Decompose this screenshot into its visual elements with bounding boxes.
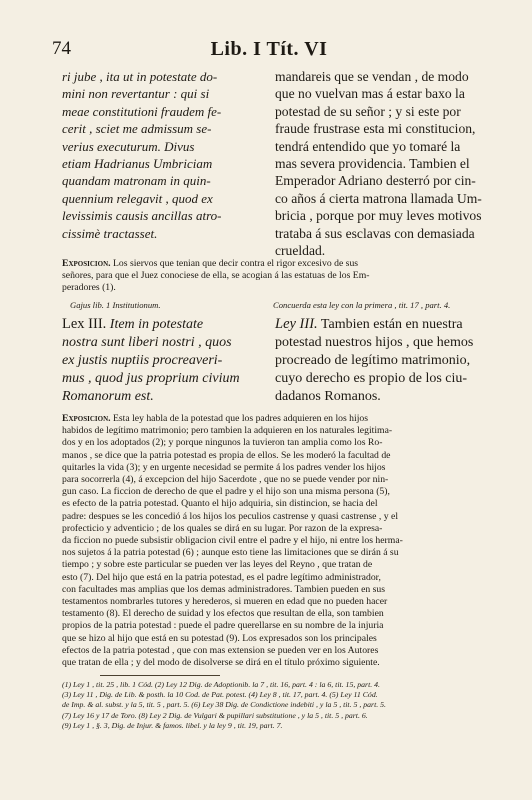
latin-line: meae constitutioni fraudem fe- [62,103,222,119]
exposition-heading: Exposicion. [62,413,111,424]
spanish-line: que no vuelvan mas á estar baxo la [275,86,465,102]
exposition-line: con facultades mas amplias que los demas administradores. Tambien pueden en sus [62,583,386,595]
latin-line: etiam Hadrianus Umbriciam [62,156,213,172]
running-title: Lib. I Tít. VI [210,38,328,60]
footnote-line: (1) Ley 1 , tit. 25 , lib. 1 Cód. (2) Ley 12 Dig. de Adoptionib. la 7 , tit. 16, part. 4 : la 6, tit. 15, part. 4. [62,680,381,689]
latin-line: cissimè tractasset. [62,225,158,241]
exposition-paragraph-1 [62,258,489,295]
footnote-line: de Imp. & al. subst. y la 5, tit. 5 , part. 5. (6) Ley 38 Dig. de Condictione indebiti , y la 5 , tit. 5 , part. 5. [62,700,386,710]
exposition-line: peradores (1). [62,282,116,294]
spanish-line: mandareis que se vendan , de modo [275,69,469,84]
ley-heading: Ley III. [275,316,318,332]
spanish-line: bricia , porque por muy leves motivos [275,208,482,224]
lex-line: mus , quod jus proprium civium [62,371,240,386]
latin-line: cerit , sciet me admissum se- [62,121,212,137]
exposition-line: esto (7). Del hijo que está en la patria potestad, es el padre legítimo administrador, [62,571,381,583]
exposition-line: Esta ley habla de la potestad que los padres adquieren en los hijos [110,413,369,424]
exposition-line: habidos de legítimo matrimonio; pero tambien la adquieren en los naturales legitima- [62,425,393,437]
source-citation-latin: Gajus lib. 1 Institutionum. [70,300,161,310]
lex-line: Romanorum est. [62,389,154,404]
exposition-line: efectos de la patria potestad , que con mas extension se pueden ver en los Autores [62,644,379,656]
latin-line: quennium relegavit , quod ex [62,190,213,206]
footnote-line: (3) Ley 11 , Dig. de Lib. & posth. la 10 Cod. de Pat. potest. (4) Ley 8 , tit. 17, part. 4. (5) Ley 11 Cód. [62,690,378,700]
spanish-text-column [275,68,489,259]
exposition-line: Los siervos que tenian que decir contra el rigor excesivo de sus [110,258,359,269]
footnote-divider [100,675,220,676]
latin-line: quandam matronam in quin- [62,173,211,189]
exposition-line: testamentos nombrarles tutores y herederos, si mueren en edad que no pueden hacer [62,596,388,608]
lex-line: nostra sunt liberi nostri , quos [62,335,232,350]
source-citation-spanish: Concuerda esta ley con la primera , tit. 17 , part. 4. [273,300,451,310]
exposition-line: propios de la patria potestad : puede el padre querellarse en su nombre de la injuria [62,620,384,632]
exposition-line: padre: despues se les concedió á los hijos los peculios castrense y quasi castrense , y el [62,510,399,522]
spanish-line: mas severa providencia. Tambien el [275,156,470,172]
exposition-line: quitarles la vida (3); y en urgente necesidad se permite á los padres vender los hijos [62,461,386,473]
exposition-heading: Exposicion. [62,258,111,269]
footnote-line: (7) Ley 16 y 17 de Toro. (8) Ley 2 Dig. de Vulgari & pupillari substitutione , y la 5 , tit. 5 , part. 6. [62,710,368,720]
page-number: 74 [52,38,71,59]
spanish-line: trataba á sus esclavas con demasiada [275,225,475,241]
exposition-line: que se hizo al hijo que está en su potestad (9). Los expresados son los principales [62,632,377,644]
spanish-line: fraude frustrase esta mi constitucion, [275,121,476,137]
latin-line: verius executurum. Divus [62,138,195,154]
footnotes [62,680,489,731]
page-header [52,38,486,64]
exposition-line: nos sujetos á la patria potestad (6) ; aunque esto tiene las limitaciones que se dirán á su [62,547,399,559]
exposition-line: gun caso. La ficcion de derecho de que el padre y el hijo son una misma persona (5), [62,486,390,498]
lex-line: ex justis nuptiis procreaveri- [62,353,223,368]
spanish-line: crueldad. [275,243,326,259]
exposition-line: da ficcion no puede subsistir obligacion civil entre el padre y el hijo, ni entre los herma- [62,535,403,547]
ley-line: dadanos Romanos. [275,389,381,404]
footnote-line: (9) Ley 1 , §. 3, Dig. de Injur. & famos. libel. y la ley 9 , tit. 19, part. 7. [62,720,283,730]
latin-line: mini non revertantur : qui si [62,86,210,102]
ley-spanish-block [275,315,489,406]
exposition-line: manos , se dice que la patria potestad es propia de ellos. Se les moderó la facultad de [62,449,391,461]
exposition-line: dos y en los adoptados (2); y porque ningunos la tuvieron tan amplia como los Ro- [62,437,383,449]
latin-line: levissimis causis ancillas atro- [62,208,222,224]
lex-latin-block [62,315,265,406]
ley-line: Tambien están en nuestra [317,317,463,332]
lex-line: Item in potestate [106,317,204,332]
lex-heading: Lex III. [62,316,107,332]
ley-line: procreado de legítimo matrimonio, [275,353,471,368]
exposition-line: que tratan de ella ; y del modo de disolverse se dirá en el título próximo siguiente. [62,657,380,669]
exposition-line: profecticio y adventicio ; de los quales se dirá en su lugar. Por razon de la expresa- [62,522,383,534]
spanish-line: tendrá entendido que yo tomaré la [275,138,461,154]
exposition-line: tiempo ; y sobre este particular se pueden ver las leyes del Reyno , que tratan de [62,559,373,571]
exposition-paragraph-2 [62,413,489,669]
spanish-line: co años á cierta matrona llamada Um- [275,190,482,206]
latin-text-column [62,68,266,242]
spanish-line: Emperador Adriano desterró por cin- [275,173,476,189]
exposition-line: para socorrerla (4), á excepcion del hijo Sacerdote , que no se puede vender por nin- [62,474,389,486]
exposition-line: es efecto de la patria potestad. Quanto el hijo adquiria, sin distincion, se hacia del [62,498,378,510]
latin-line: ri jube , ita ut in potestate do- [62,69,218,84]
exposition-line: testamento (8). El derecho de suidad y los efectos que resultan de ella, son tambien [62,608,384,620]
ley-line: cuyo derecho es propio de los ciu- [275,371,468,386]
ley-line: potestad nuestros hijos , que hemos [275,335,474,350]
spanish-line: potestad de su señor ; y si este por [275,103,461,119]
exposition-line: señores, para que el Juez conociese de ella, se acogian á las estatuas de los Em- [62,270,370,282]
